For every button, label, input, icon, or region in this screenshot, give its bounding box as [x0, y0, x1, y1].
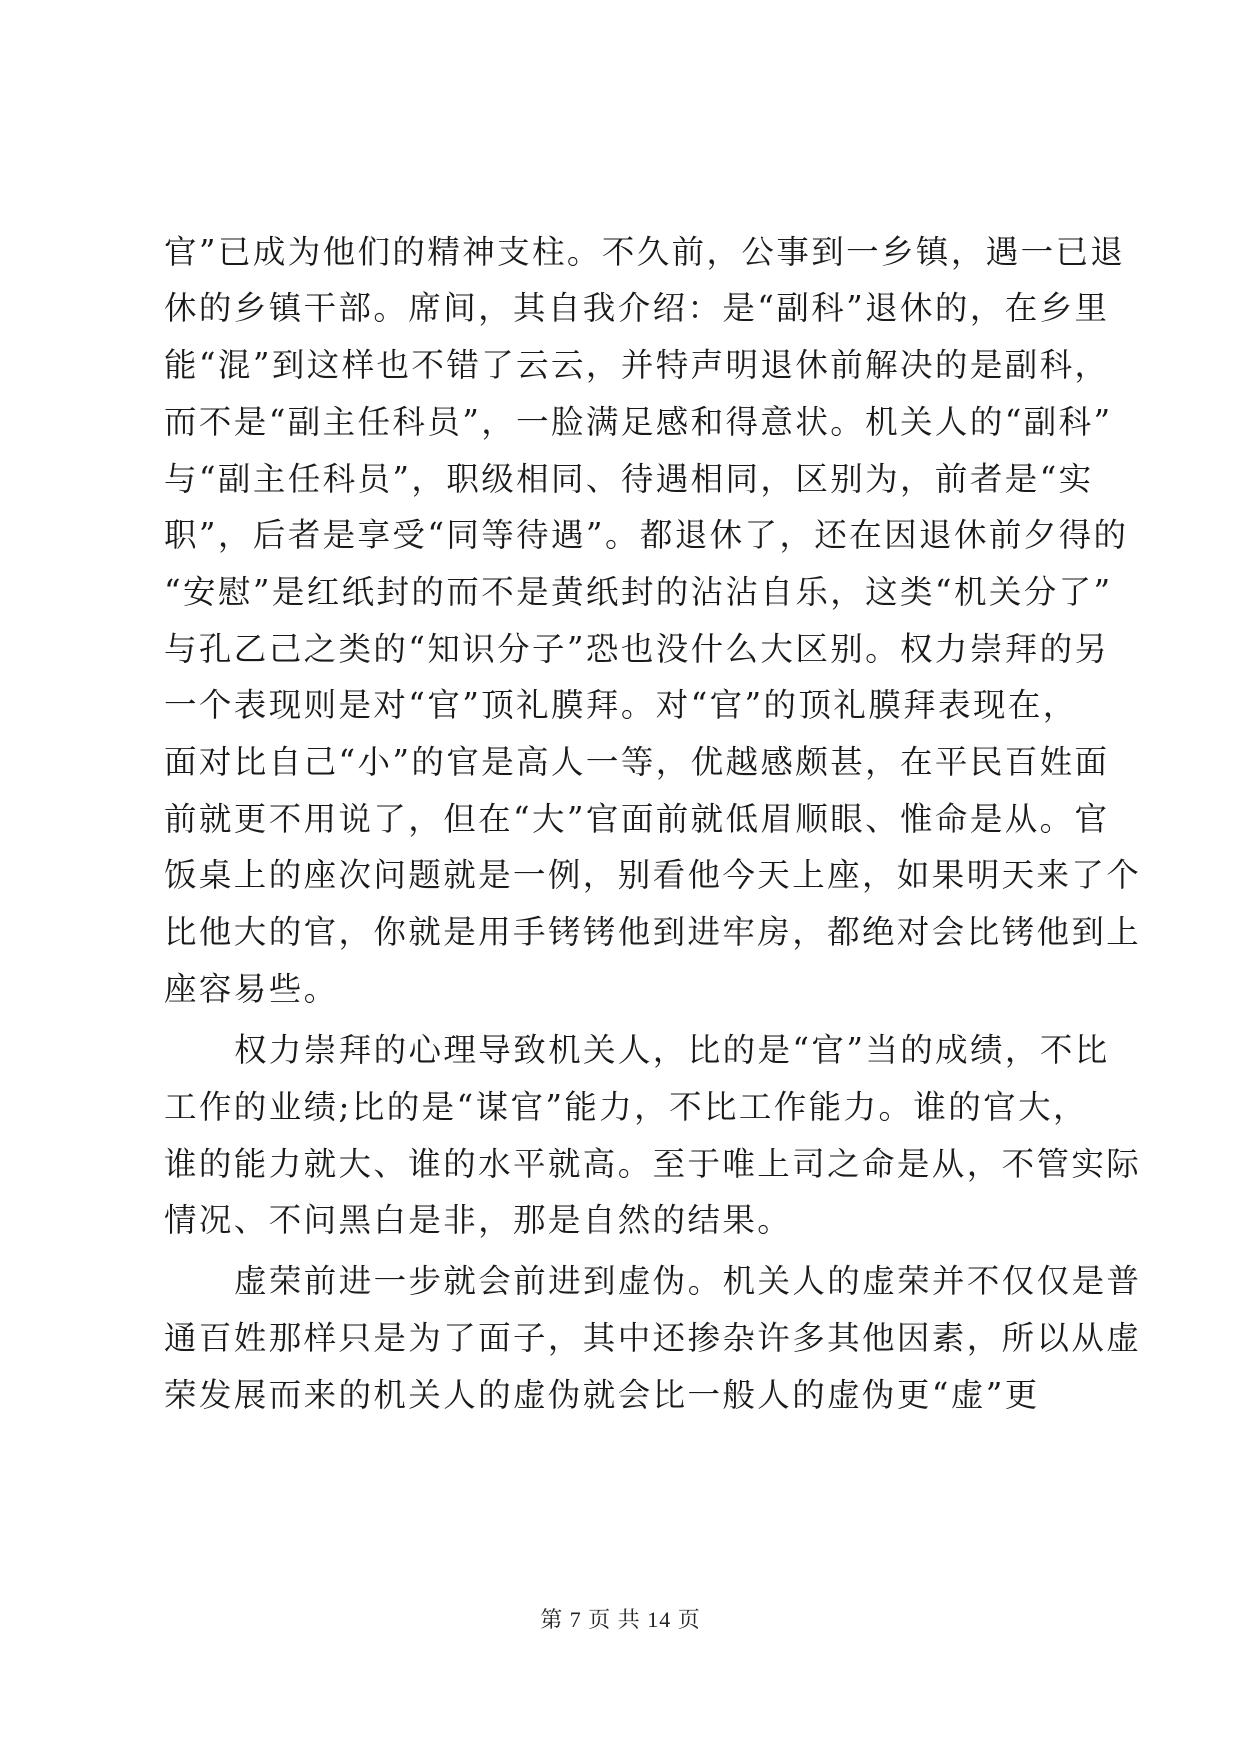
paragraph-first-line: 权力崇拜的心理导致机关人，比的是“官”当的成绩，不比 [234, 1031, 1110, 1069]
text-line: 与孔乙己之类的“知识分子”恐也没什么大区别。权力崇拜的另 [164, 630, 1110, 668]
text-line: 面对比自己“小”的官是高人一等，优越感颇甚，在平民百姓面 [164, 743, 1110, 781]
text-line: 前就更不用说了，但在“大”官面前就低眉顺眼、惟命是从。官 [164, 800, 1110, 838]
text-line: 工作的业绩;比的是“谋官”能力，不比工作能力。谁的官大， [164, 1088, 1088, 1126]
text-line: 与“副主任科员”，职级相同、待遇相同，区别为，前者是“实 [164, 460, 1094, 498]
text-line: 一个表现则是对“官”顶礼膜拜。对“官”的顶礼膜拜表现在， [164, 686, 1078, 724]
text-line: 官”已成为他们的精神支柱。不久前，公事到一乡镇，遇一已退 [164, 233, 1126, 271]
text-line: 饭桌上的座次问题就是一例，别看他今天上座，如果明天来了个 [164, 856, 1142, 894]
text-line: 休的乡镇干部。席间，其自我介绍：是“副科”退休的，在乡里 [164, 289, 1110, 327]
text-line: 谁的能力就大、谁的水平就高。至于唯上司之命是从，不管实际 [164, 1145, 1142, 1183]
text-line: 而不是“副主任科员”，一脸满足感和得意状。机关人的“副科” [164, 403, 1113, 441]
text-line: 荣发展而来的机关人的虚伪就会比一般人的虚伪更“虚”更 [164, 1376, 1040, 1414]
paragraph-first-line: 虚荣前进一步就会前进到虚伪。机关人的虚荣并不仅仅是普 [234, 1262, 1142, 1300]
text-line: 通百姓那样只是为了面子，其中还掺杂许多其他因素，所以从虚 [164, 1319, 1142, 1357]
text-line: 情况、不问黑白是非，那是自然的结果。 [164, 1201, 793, 1239]
text-line: 职”，后者是享受“同等待遇”。都退休了，还在因退休前夕得的 [164, 516, 1129, 554]
text-line: 座容易些。 [164, 970, 339, 1008]
text-line: 能“混”到这样也不错了云云，并特声明退休前解决的是副科， [164, 346, 1110, 384]
text-line: “安慰”是红纸封的而不是黄纸封的沾沾自乐，这类“机关分了” [164, 573, 1113, 611]
page-number-footer: 第 7 页 共 14 页 [540, 1607, 701, 1632]
text-line: 比他大的官，你就是用手铐铐他到进牢房，都绝对会比铐他到上 [164, 913, 1142, 951]
